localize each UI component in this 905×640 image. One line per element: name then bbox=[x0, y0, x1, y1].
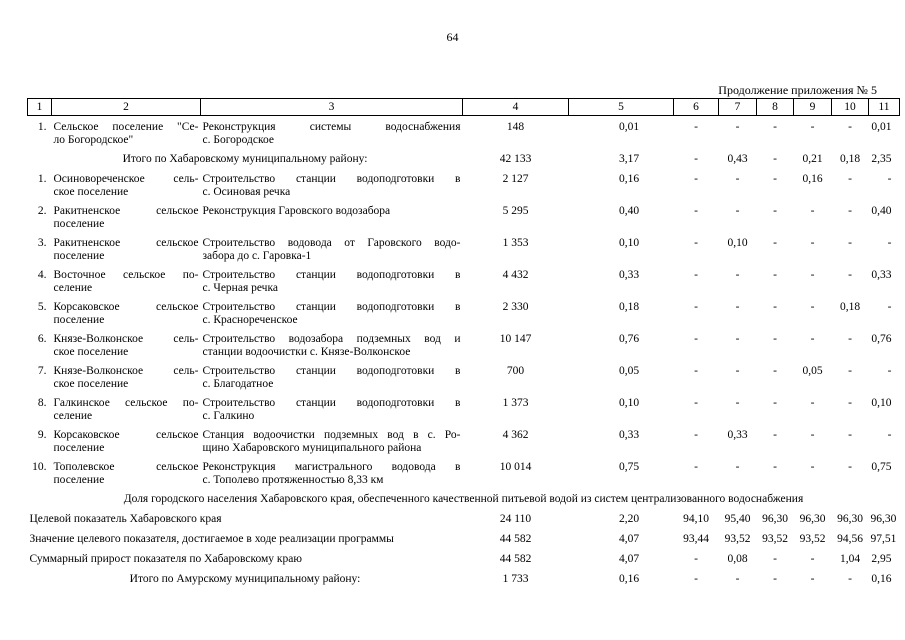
cell-c11: 0,01 bbox=[871, 121, 892, 133]
settlement-name bbox=[52, 269, 201, 301]
cell-c6: 94,10 bbox=[683, 513, 709, 525]
cell-c9: - bbox=[810, 205, 815, 217]
row-number: 8. bbox=[37, 397, 47, 409]
project-line: Строительство водозабора подземных вод и bbox=[202, 333, 461, 345]
project-line: Станция водоочистки подземных вод в с. Ро- bbox=[202, 429, 461, 441]
project-line: Строительство водовода от Гаровского водо- bbox=[202, 237, 461, 249]
name-line: Осиновореченское сель- bbox=[53, 173, 199, 185]
name-line: Князе-Волконское сель- bbox=[53, 365, 199, 377]
project-line: Реконструкция Гаровского водозабора bbox=[202, 205, 391, 217]
cell-c11: 0,10 bbox=[871, 397, 892, 409]
project-line: с. Тополево протяженностью 8,33 км bbox=[202, 473, 384, 486]
cell-c10: - bbox=[848, 237, 852, 249]
table-row bbox=[28, 397, 900, 429]
name-line: Восточное сельское по- bbox=[53, 269, 199, 281]
cell-c10: - bbox=[848, 397, 852, 409]
cell-c5: 3,17 bbox=[618, 153, 640, 165]
table-row bbox=[28, 121, 900, 153]
row-number: 2. bbox=[37, 205, 47, 217]
name-line: Князе-Волконское сель- bbox=[53, 333, 199, 345]
cell-c10: - bbox=[848, 573, 852, 585]
cell-c8: - bbox=[773, 365, 777, 377]
cell-c5: 0,75 bbox=[618, 461, 640, 473]
cell-c8: - bbox=[773, 333, 777, 345]
cell-c4: 42 133 bbox=[499, 153, 532, 165]
cell-c9: - bbox=[810, 121, 815, 133]
name-line: ское поселение bbox=[53, 377, 129, 390]
cell-c4: 10 147 bbox=[499, 333, 532, 345]
cell-c11: - bbox=[887, 429, 892, 441]
cell-c8: - bbox=[773, 121, 777, 133]
cell-c11: 0,76 bbox=[871, 333, 892, 345]
cell-c7: 93,52 bbox=[724, 533, 751, 545]
name-line: ское поселение bbox=[53, 345, 129, 358]
row-number: 9. bbox=[37, 429, 47, 441]
cell-c8: - bbox=[773, 573, 777, 585]
col-header: 7 bbox=[719, 99, 757, 116]
cell-c4: 1 373 bbox=[502, 397, 529, 409]
cell-c9: - bbox=[810, 333, 815, 345]
cell-c4: 1 353 bbox=[502, 237, 529, 249]
cell-c8: - bbox=[773, 237, 777, 249]
name-line: ское поселение bbox=[53, 185, 129, 198]
cell-c5: 0,33 bbox=[618, 429, 640, 441]
cell-c7: 0,10 bbox=[727, 237, 748, 249]
cell-c5: 0,16 bbox=[618, 573, 640, 585]
cell-c6: - bbox=[694, 301, 698, 313]
cell-c10: - bbox=[848, 461, 852, 473]
row-number: 1. bbox=[37, 121, 47, 133]
cell-c10: 94,56 bbox=[837, 533, 863, 545]
project-line: с. Благодатное bbox=[202, 377, 274, 390]
settlement-name bbox=[52, 301, 201, 333]
cell-c8: - bbox=[773, 205, 777, 217]
project-line: Строительство станции водоподготовки в bbox=[202, 269, 461, 281]
cell-c11: 96,30 bbox=[870, 513, 897, 525]
summary-row bbox=[28, 513, 900, 533]
total-label: Итого по Хабаровскому муниципальному району: bbox=[122, 153, 368, 165]
cell-c6: - bbox=[694, 333, 698, 345]
cell-c7: 95,40 bbox=[724, 513, 751, 525]
header-row bbox=[28, 99, 900, 116]
cell-c11: 2,35 bbox=[871, 153, 892, 165]
cell-c10: 0,18 bbox=[839, 153, 861, 165]
cell-c4: 1 733 bbox=[502, 573, 529, 585]
cell-c11: 0,75 bbox=[871, 461, 892, 473]
cell-c11: - bbox=[887, 173, 892, 185]
cell-c4: 10 014 bbox=[499, 461, 532, 473]
cell-c9: - bbox=[810, 429, 815, 441]
cell-c5: 0,10 bbox=[618, 397, 640, 409]
cell-c5: 4,07 bbox=[618, 533, 640, 545]
cell-c9: - bbox=[810, 553, 815, 565]
col-header: 6 bbox=[674, 99, 719, 116]
summary-label: Суммарный прирост показателя по Хабаровскому краю bbox=[29, 553, 302, 565]
cell-c6: - bbox=[694, 237, 698, 249]
cell-c6: - bbox=[694, 173, 698, 185]
cell-c10: - bbox=[848, 365, 852, 377]
cell-c9: - bbox=[810, 573, 815, 585]
name-line: поселение bbox=[53, 473, 105, 486]
cell-c5: 0,40 bbox=[618, 205, 640, 217]
table-row bbox=[28, 205, 900, 237]
cell-c10: - bbox=[848, 121, 852, 133]
row-number: 1. bbox=[37, 173, 47, 185]
cell-c5: 2,20 bbox=[618, 513, 640, 525]
cell-c7: - bbox=[735, 269, 740, 281]
cell-c6: - bbox=[694, 429, 698, 441]
table-row bbox=[28, 237, 900, 269]
cell-c11: 2,95 bbox=[871, 553, 892, 565]
cell-c8: 96,30 bbox=[762, 513, 788, 525]
project-description bbox=[201, 237, 463, 269]
cell-c7: - bbox=[735, 461, 740, 473]
col-header: 2 bbox=[52, 99, 201, 116]
cell-c9: 0,05 bbox=[802, 365, 823, 377]
cell-c9: - bbox=[810, 397, 815, 409]
summary-label: Значение целевого показателя, достигаемое в ходе реализации программы bbox=[29, 533, 394, 545]
cell-c9: - bbox=[810, 461, 815, 473]
cell-c6: - bbox=[694, 461, 698, 473]
cell-c6: - bbox=[694, 365, 698, 377]
project-description bbox=[201, 397, 463, 429]
project-description bbox=[201, 173, 463, 205]
cell-c7: - bbox=[735, 121, 740, 133]
cell-c5: 0,18 bbox=[618, 301, 640, 313]
cell-c6: - bbox=[694, 573, 698, 585]
cell-c4: 4 432 bbox=[502, 269, 529, 281]
cell-c7: - bbox=[735, 301, 740, 313]
cell-c9: 0,16 bbox=[802, 173, 823, 185]
project-description bbox=[201, 365, 463, 397]
name-line: Корсаковское сельское bbox=[53, 301, 199, 313]
cell-c4: 2 127 bbox=[502, 173, 529, 185]
table-row bbox=[28, 333, 900, 365]
name-line: поселение bbox=[53, 249, 105, 262]
row-number: 4. bbox=[37, 269, 47, 281]
cell-c7: - bbox=[735, 573, 740, 585]
cell-c5: 0,01 bbox=[618, 121, 640, 133]
name-line: поселение bbox=[53, 441, 105, 454]
summary-row bbox=[28, 553, 900, 573]
cell-c4: 4 362 bbox=[502, 429, 529, 441]
cell-c6: - bbox=[694, 553, 698, 565]
col-header: 5 bbox=[569, 99, 674, 116]
cell-c10: - bbox=[848, 205, 852, 217]
cell-c10: - bbox=[848, 269, 852, 281]
cell-c6: 93,44 bbox=[683, 533, 709, 545]
cell-c9: 93,52 bbox=[799, 533, 826, 545]
project-description bbox=[201, 301, 463, 333]
settlement-name: Сельское поселение "Се- ло Богородское" bbox=[53, 121, 199, 146]
cell-c8: - bbox=[773, 553, 777, 565]
summary-row bbox=[28, 533, 900, 553]
project-description: Реконструкция системы водоснабжения с. Богородское bbox=[202, 121, 461, 146]
cell-c6: - bbox=[694, 121, 698, 133]
project-line: Строительство станции водоподготовки в bbox=[202, 397, 461, 409]
project-line: забора до с. Гаровка-1 bbox=[202, 249, 312, 262]
cell-c4: 24 110 bbox=[499, 513, 532, 525]
cell-c10: 96,30 bbox=[837, 513, 863, 525]
cell-c4: 148 bbox=[506, 121, 525, 133]
table-row bbox=[28, 301, 900, 333]
name-line: Тополевское сельское bbox=[53, 461, 199, 473]
cell-c6: - bbox=[694, 397, 698, 409]
cell-c5: 4,07 bbox=[618, 553, 640, 565]
cell-c7: - bbox=[735, 205, 740, 217]
cell-c11: - bbox=[887, 365, 892, 377]
total-row bbox=[28, 573, 900, 593]
name-line: Ракитненское сельское bbox=[53, 237, 199, 249]
row-number: 5. bbox=[37, 301, 47, 313]
cell-c8: - bbox=[773, 429, 777, 441]
cell-c10: 0,18 bbox=[839, 301, 861, 313]
cell-c5: 0,16 bbox=[618, 173, 640, 185]
cell-c7: 0,08 bbox=[727, 553, 748, 565]
cell-c7: - bbox=[735, 397, 740, 409]
cell-c7: - bbox=[735, 365, 740, 377]
project-description bbox=[201, 429, 463, 461]
cell-c9: 96,30 bbox=[799, 513, 826, 525]
project-line: с. Краснореченское bbox=[202, 313, 298, 326]
cell-c10: - bbox=[848, 333, 852, 345]
cell-c8: - bbox=[773, 301, 777, 313]
name-line: селение bbox=[53, 409, 93, 422]
project-line: Строительство станции водоподготовки в bbox=[202, 365, 461, 377]
col-header: 11 bbox=[869, 99, 900, 116]
cell-c8: - bbox=[773, 173, 777, 185]
cell-c11: - bbox=[887, 301, 892, 313]
project-description bbox=[201, 205, 463, 237]
cell-c11: - bbox=[887, 237, 892, 249]
section-header: Доля городского населения Хабаровского края, обеспеченного качественной питьевой водой из систем централизованного водоснабжения bbox=[123, 493, 804, 505]
cell-c8: - bbox=[773, 269, 777, 281]
project-line: Реконструкция магистрального водовода в bbox=[202, 461, 461, 473]
cell-c7: 0,33 bbox=[727, 429, 748, 441]
cell-c11: 0,16 bbox=[871, 573, 892, 585]
row-number: 3. bbox=[37, 237, 47, 249]
cell-c7: - bbox=[735, 333, 740, 345]
settlement-name bbox=[52, 237, 201, 269]
cell-c5: 0,05 bbox=[618, 365, 640, 377]
project-line: станции водоочистки с. Князе-Волконское bbox=[202, 345, 411, 358]
col-header: 10 bbox=[832, 99, 869, 116]
name-line: Корсаковское сельское bbox=[53, 429, 199, 441]
cell-c9: - bbox=[810, 301, 815, 313]
col-header: 1 bbox=[28, 99, 52, 116]
name-line: Ракитненское сельское bbox=[53, 205, 199, 217]
project-description bbox=[201, 461, 463, 493]
col-header: 4 bbox=[463, 99, 569, 116]
cell-c9: - bbox=[810, 237, 815, 249]
cell-c8: 93,52 bbox=[762, 533, 788, 545]
cell-c8: - bbox=[773, 153, 777, 165]
cell-c10: 1,04 bbox=[839, 553, 861, 565]
cell-c4: 44 582 bbox=[499, 553, 532, 565]
cell-c11: 0,40 bbox=[871, 205, 892, 217]
cell-c7: 0,43 bbox=[727, 153, 748, 165]
settlement-name bbox=[52, 205, 201, 237]
col-header: 8 bbox=[757, 99, 794, 116]
cell-c6: - bbox=[694, 205, 698, 217]
cell-c10: - bbox=[848, 173, 852, 185]
cell-c6: - bbox=[694, 269, 698, 281]
project-line: с. Черная речка bbox=[202, 281, 278, 294]
table-row bbox=[28, 269, 900, 301]
settlement-name bbox=[52, 333, 201, 365]
settlement-name bbox=[52, 429, 201, 461]
cell-c4: 2 330 bbox=[502, 301, 529, 313]
project-line: с. Осиновая речка bbox=[202, 185, 291, 198]
cell-c9: - bbox=[810, 269, 815, 281]
cell-c4: 5 295 bbox=[502, 205, 529, 217]
cell-c4: 44 582 bbox=[499, 533, 532, 545]
cell-c11: 97,51 bbox=[870, 533, 897, 545]
row-number: 10. bbox=[32, 461, 47, 473]
project-line: щино Хабаровского муниципального района bbox=[202, 441, 422, 454]
project-description bbox=[201, 269, 463, 301]
cell-c5: 0,76 bbox=[618, 333, 640, 345]
settlement-name bbox=[52, 461, 201, 493]
cell-c5: 0,33 bbox=[618, 269, 640, 281]
settlement-name bbox=[52, 173, 201, 205]
continuation-label: Продолжение приложения № 5 bbox=[718, 83, 877, 97]
name-line: поселение bbox=[53, 313, 105, 326]
cell-c11: 0,33 bbox=[871, 269, 892, 281]
name-line: Галкинское сельское по- bbox=[53, 397, 199, 409]
table-row bbox=[28, 461, 900, 493]
total-label: Итого по Амурскому муниципальному району: bbox=[129, 573, 361, 585]
section-header-row bbox=[28, 493, 900, 513]
project-description bbox=[201, 333, 463, 365]
cell-c6: - bbox=[694, 153, 698, 165]
project-line: Строительство станции водоподготовки в bbox=[202, 173, 461, 185]
cell-c8: - bbox=[773, 461, 777, 473]
table-row bbox=[28, 173, 900, 205]
summary-label: Целевой показатель Хабаровского края bbox=[29, 513, 222, 525]
name-line: селение bbox=[53, 281, 93, 294]
project-line: Строительство станции водоподготовки в bbox=[202, 301, 461, 313]
cell-c10: - bbox=[848, 429, 852, 441]
cell-c4: 700 bbox=[506, 365, 525, 377]
page-number: 64 bbox=[446, 30, 459, 44]
col-header: 3 bbox=[201, 99, 463, 116]
settlement-name bbox=[52, 397, 201, 429]
cell-c8: - bbox=[773, 397, 777, 409]
total-row bbox=[28, 153, 900, 173]
cell-c9: 0,21 bbox=[802, 153, 823, 165]
col-header: 9 bbox=[794, 99, 832, 116]
table-row bbox=[28, 429, 900, 461]
settlement-name bbox=[52, 365, 201, 397]
row-number: 7. bbox=[37, 365, 47, 377]
project-line: с. Галкино bbox=[202, 409, 255, 422]
cell-c5: 0,10 bbox=[618, 237, 640, 249]
row-number: 6. bbox=[37, 333, 47, 345]
cell-c7: - bbox=[735, 173, 740, 185]
program-table bbox=[27, 98, 900, 593]
table-row bbox=[28, 365, 900, 397]
name-line: поселение bbox=[53, 217, 105, 230]
